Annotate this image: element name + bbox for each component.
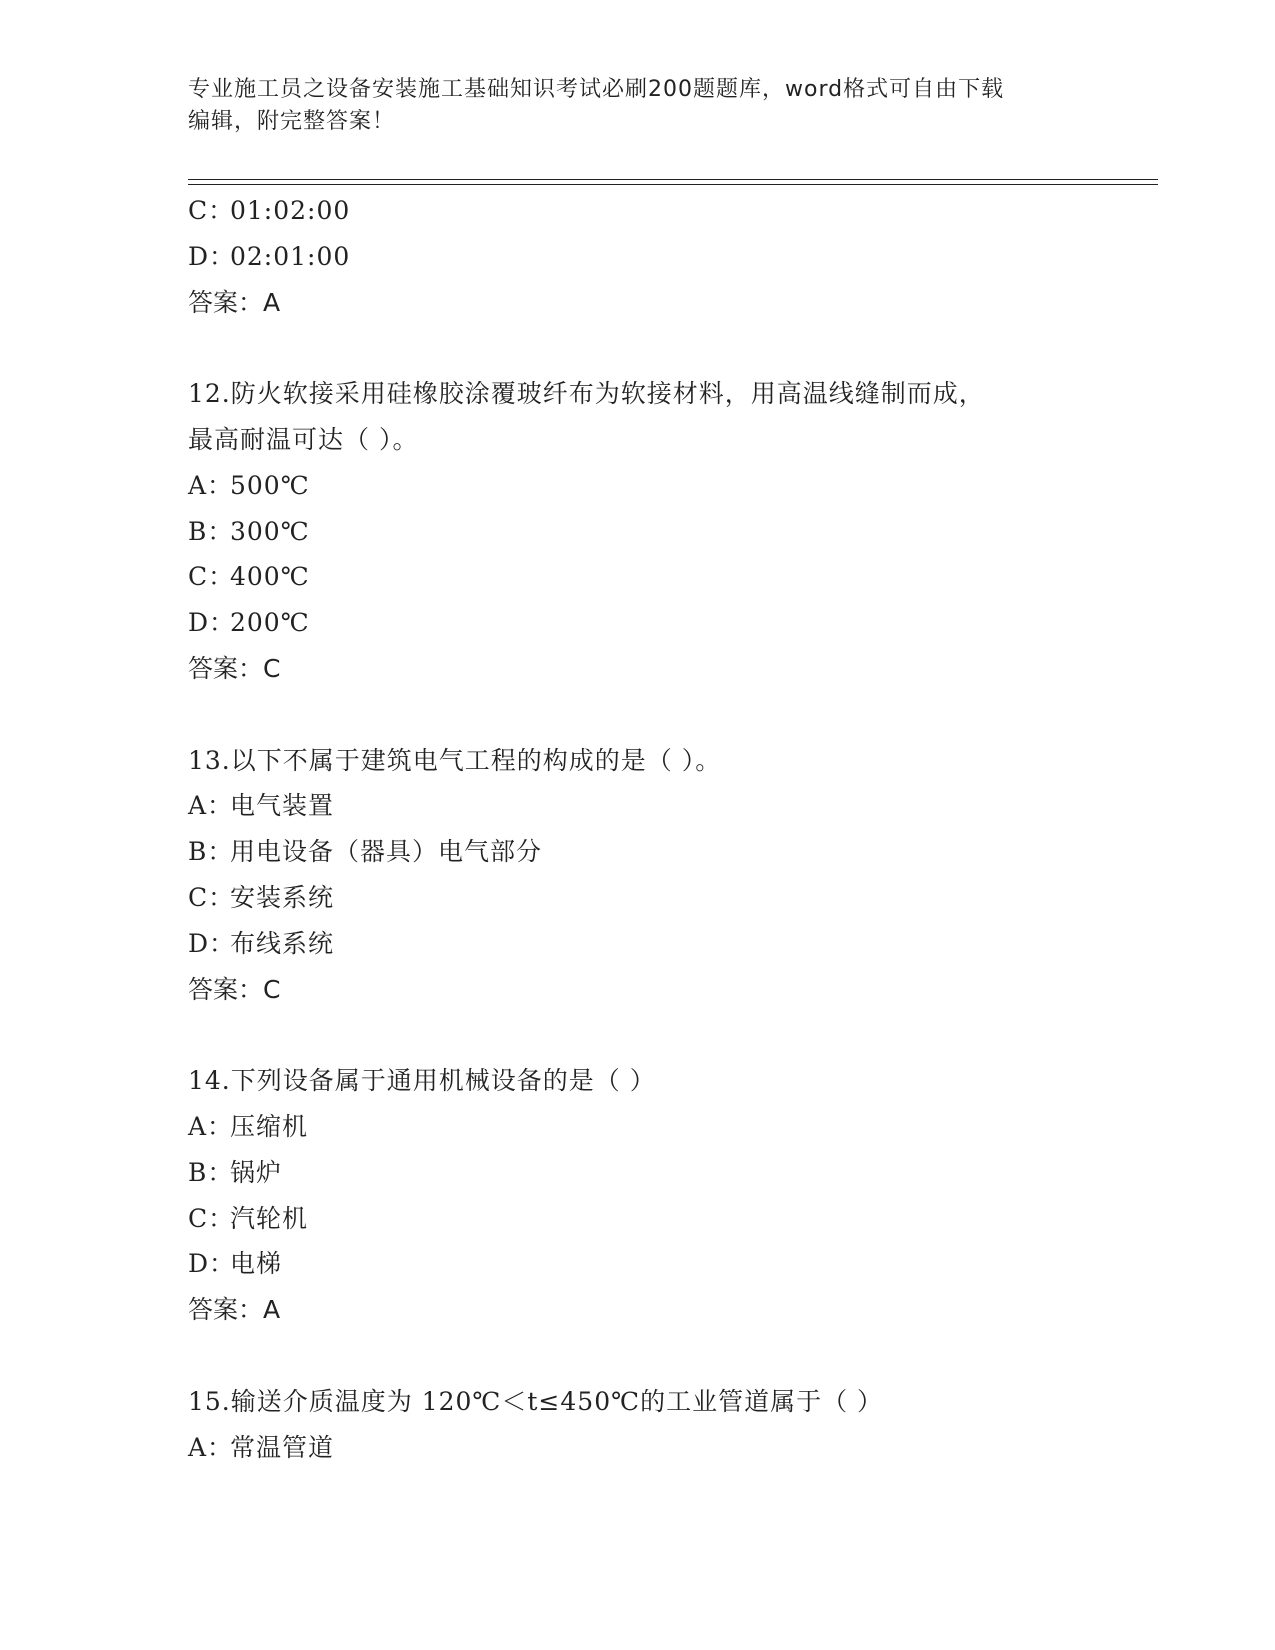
- question-stem: 15.输送介质温度为 120℃＜t≤450℃的工业管道属于（ ）: [188, 1386, 884, 1416]
- header-line-2: 编辑，附完整答案！: [188, 109, 396, 134]
- option-c: [188, 554, 1148, 600]
- answer-line: 答案：C: [188, 653, 281, 683]
- option-label: A：: [188, 791, 234, 821]
- question-stem-continued: 最高耐温可达（ ）。: [188, 424, 419, 454]
- option-label: D：: [188, 241, 236, 271]
- spacer: [188, 1333, 1148, 1379]
- option-text: 300℃: [230, 516, 310, 546]
- option-text: 压缩机: [230, 1111, 309, 1141]
- option-c: [188, 188, 1148, 234]
- option-text: 常温管道: [230, 1432, 335, 1462]
- question-13: [188, 738, 1148, 1013]
- option-c: [188, 1196, 1148, 1242]
- option-label: C：: [188, 196, 235, 225]
- option-label: C：: [188, 1203, 235, 1233]
- option-text: 01:02:00: [230, 196, 351, 225]
- header-divider-bottom: [188, 184, 1158, 185]
- option-a: [188, 1425, 1148, 1471]
- option-label: B：: [188, 837, 234, 867]
- question-15: [188, 1379, 1148, 1471]
- option-label: A：: [188, 470, 234, 500]
- option-label: D：: [188, 928, 236, 958]
- question-list: [188, 188, 1148, 1470]
- document-header: [188, 74, 1068, 138]
- question-stem: 12.防火软接采用硅橡胶涂覆玻纤布为软接材料，用高温线缝制而成，: [188, 379, 985, 409]
- option-text: 用电设备（器具）电气部分: [230, 837, 543, 867]
- option-a: [188, 463, 1148, 509]
- option-d: [188, 234, 1148, 280]
- option-text: 400℃: [230, 562, 310, 592]
- option-b: [188, 509, 1148, 555]
- spacer: [188, 1012, 1148, 1058]
- header-divider-top: [188, 179, 1158, 180]
- option-a: [188, 1104, 1148, 1150]
- option-label: A：: [188, 1111, 234, 1141]
- question-14: [188, 1058, 1148, 1333]
- option-text: 电气装置: [230, 791, 335, 821]
- option-text: 02:01:00: [230, 241, 351, 271]
- option-label: D：: [188, 608, 236, 638]
- option-a: [188, 783, 1148, 829]
- answer-line: 答案：A: [188, 1295, 281, 1325]
- option-b: [188, 829, 1148, 875]
- option-text: 500℃: [230, 470, 310, 500]
- option-text: 布线系统: [230, 928, 335, 958]
- spacer: [188, 692, 1148, 738]
- option-text: 锅炉: [230, 1157, 283, 1187]
- answer-line: 答案：C: [188, 974, 281, 1004]
- option-text: 电梯: [230, 1249, 283, 1279]
- option-b: [188, 1150, 1148, 1196]
- header-line-1: 专业施工员之设备安装施工基础知识考试必刷200题题库，word格式可自由下载: [188, 77, 1005, 102]
- option-c: [188, 875, 1148, 921]
- question-12: [188, 371, 1148, 692]
- option-label: A：: [188, 1432, 234, 1462]
- question-stem: 13.以下不属于建筑电气工程的构成的是（ ）。: [188, 745, 722, 775]
- option-d: [188, 921, 1148, 967]
- option-label: B：: [188, 1157, 234, 1187]
- option-d: [188, 600, 1148, 646]
- spacer: [188, 325, 1148, 371]
- question-stem: 14.下列设备属于通用机械设备的是（ ）: [188, 1066, 656, 1096]
- option-text: 安装系统: [230, 882, 335, 912]
- option-label: B：: [188, 516, 234, 546]
- option-d: [188, 1241, 1148, 1287]
- question-11-continued: [188, 188, 1148, 325]
- answer-line: 答案：A: [188, 287, 281, 317]
- option-text: 200℃: [230, 608, 310, 638]
- option-label: C：: [188, 882, 235, 912]
- option-text: 汽轮机: [230, 1203, 309, 1233]
- option-label: C：: [188, 562, 235, 592]
- option-label: D：: [188, 1249, 236, 1279]
